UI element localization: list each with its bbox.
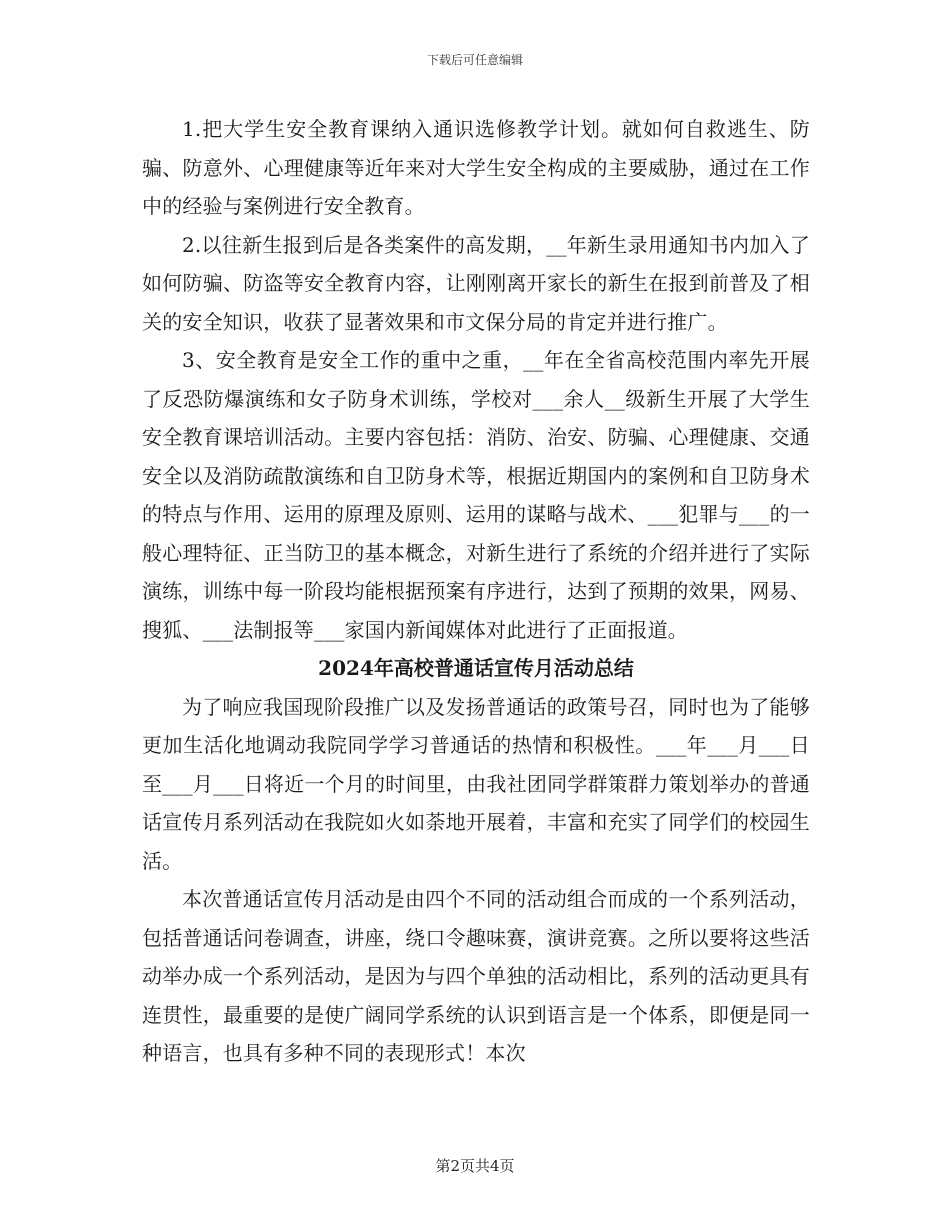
page-number: 第2页共4页 bbox=[435, 1157, 515, 1175]
paragraph-intro: 为了响应我国现阶段推广以及发扬普通话的政策号召，同时也为了能够更加生活化地调动我院同学学习普通话的热情和积极性。___年___月___日至___月___日将近一个月的时间里，由我社团同学群策群力策划举办的普通话宣传月系列活动在我院如火如荼地开展着，丰富和充实了同学们的校园生活。 bbox=[142, 694, 810, 873]
paragraph-item-3: 3、安全教育是安全工作的重中之重，__年在全省高校范围内率先开展了反恐防爆演练和女子防身术训练，学校对___余人__级新生开展了大学生安全教育课培训活动。主要内容包括：消防、治安、防骗、心理健康、交通安全以及消防疏散演练和自卫防身术等，根据近期国内的案例和自卫防身术的特点与作用、运用的原理及原则、运用的谋略与战术、___犯罪与___的一般心理特征、正当防卫的基本概念，对新生进行了系统的介绍并进行了实际演练，训练中每一阶段均能根据预案有序进行，达到了预期的效果，网易、搜狐、___法制报等___家国内新闻媒体对此进行了正面报道。 bbox=[142, 348, 810, 642]
paragraph-item-2: 2.以往新生报到后是各类案件的高发期，__年新生录用通知书内加入了如何防骗、防盗等安全教育内容，让刚刚离开家长的新生在报到前普及了相关的安全知识，收获了显著效果和市文保分局的肯定并进行推广。 bbox=[142, 232, 810, 334]
paragraph-activities: 本次普通话宣传月活动是由四个不同的活动组合而成的一个系列活动，包括普通话问卷调查，讲座，绕口令趣味赛，演讲竞赛。之所以要将这些活动举办成一个系列活动，是因为与四个单独的活动相比，系列的活动更具有连贯性，最重要的是使广阔同学系统的认识到语言是一个体系，即便是同一种语言，也具有多种不同的表现形式！本次 bbox=[142, 887, 810, 1065]
page-header-note: 下载后可任意编辑 bbox=[426, 53, 523, 67]
document-body bbox=[142, 110, 810, 1073]
paragraph-item-1: 1.把大学生安全教育课纳入通识选修教学计划。就如何自救逃生、防骗、防意外、心理健康等近年来对大学生安全构成的主要威胁，通过在工作中的经验与案例进行安全教育。 bbox=[142, 117, 810, 218]
section-title: 2024年高校普通话宣传月活动总结 bbox=[318, 656, 634, 680]
